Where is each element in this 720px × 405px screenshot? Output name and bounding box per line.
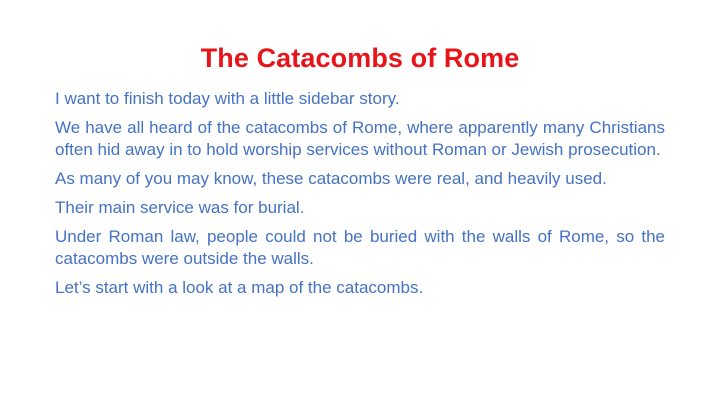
paragraph-burial: Their main service was for burial.: [55, 198, 305, 217]
paragraph-catacombs-heard: We have all heard of the catacombs of Rome, where apparently many Christians often hid away in to hold worship services without Roman or Jewish prosecution.: [55, 118, 665, 159]
paragraph-roman-law: Under Roman law, people could not be buried with the walls of Rome, so the catacombs were outside the walls.: [55, 227, 665, 268]
paragraph-catacombs-real: As many of you may know, these catacombs were real, and heavily used.: [55, 169, 607, 188]
paragraph-intro: I want to finish today with a little sidebar story.: [55, 89, 400, 108]
slide-body: [55, 88, 665, 306]
slide-title: The Catacombs of Rome: [200, 43, 520, 73]
paragraph-map: Let’s start with a look at a map of the catacombs.: [55, 278, 424, 297]
